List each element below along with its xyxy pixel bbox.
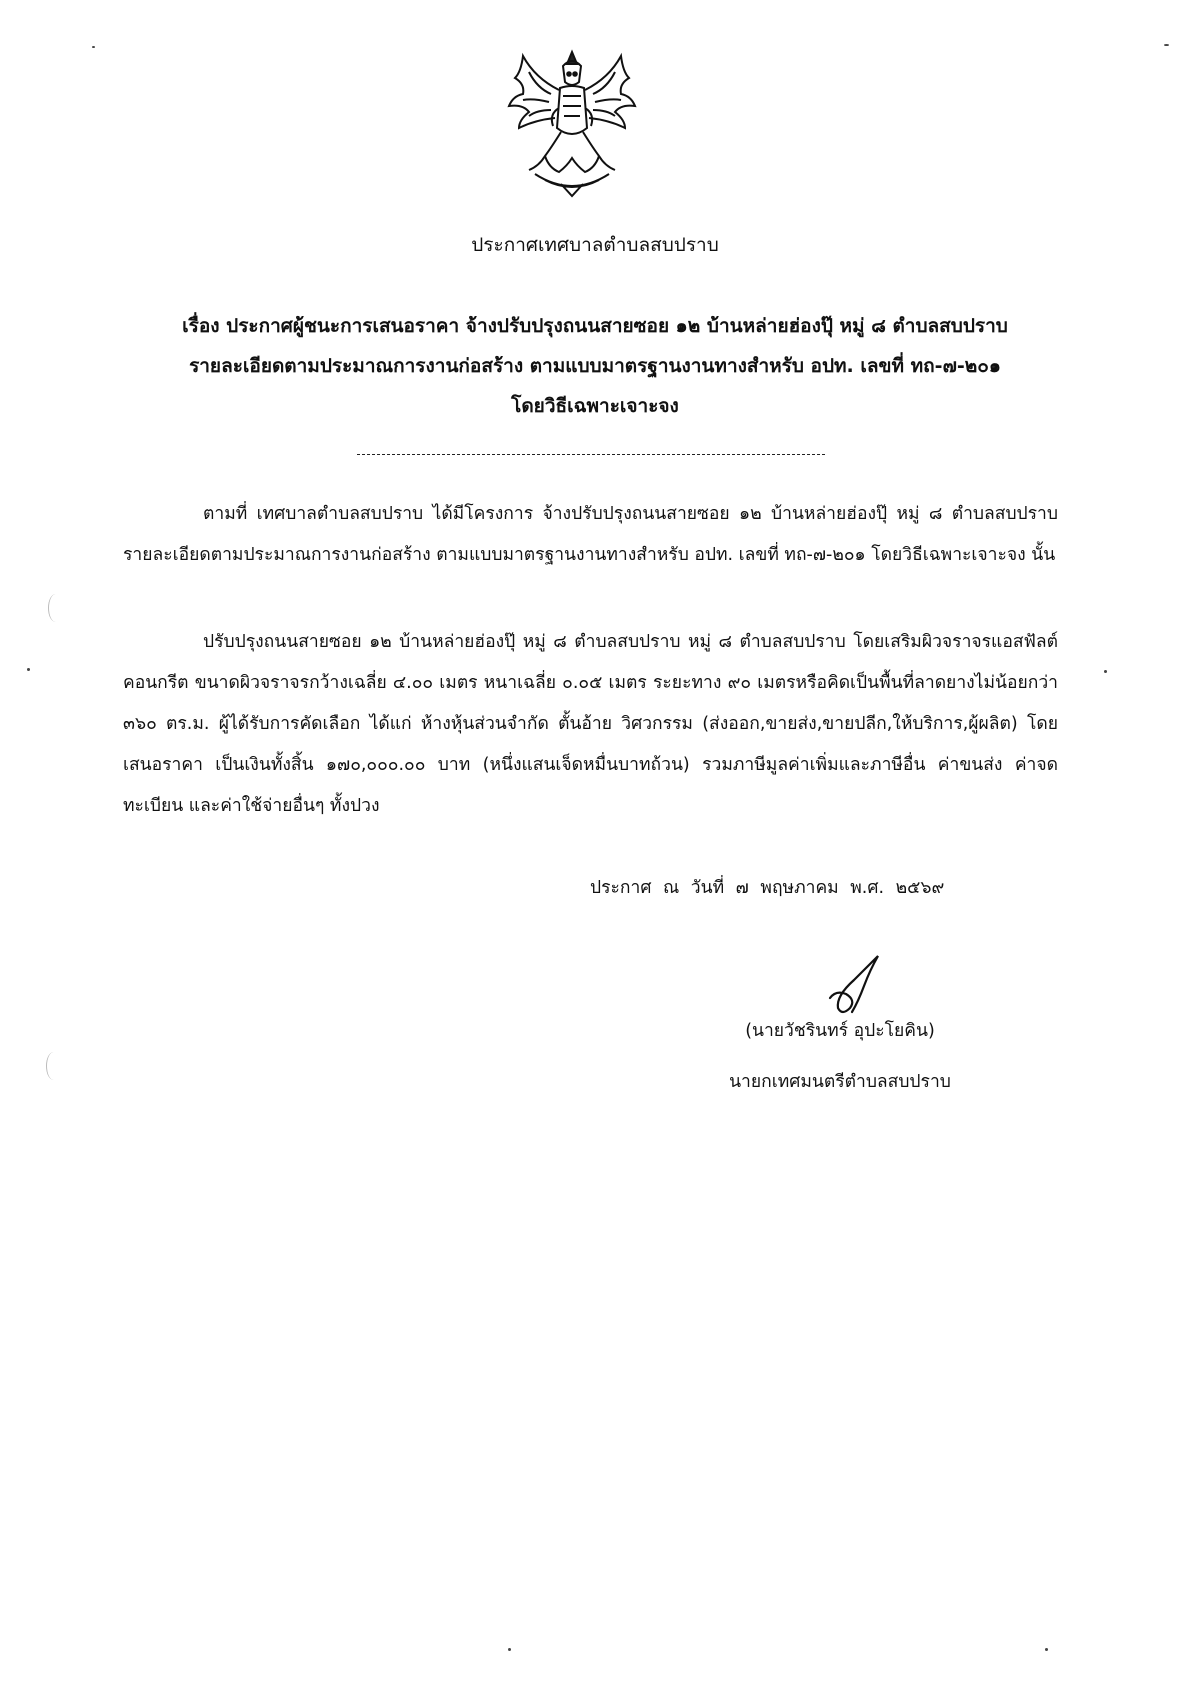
separator-line [357, 454, 825, 455]
scan-speck [1164, 44, 1169, 46]
body-paragraph-2 [123, 622, 1058, 827]
punch-hole-mark [48, 594, 63, 622]
paragraph-2-text: ปรับปรุงถนนสายซอย ๑๒ บ้านหล่ายฮ่องปุ๊ หมู่ ๘ ตำบลสบปราบ หมู่ ๘ ตำบลสบปราบ โดยเสริมผิวจราจรแอสฟัลต์คอนกรีต ขนาดผิวจราจรกว้างเฉลี่ย ๔.๐๐ เมตร หนาเฉลี่ย ๐.๐๕ เมตร ระยะทาง ๙๐ เมตรหรือคิดเป็นพื้นที่ลาดยางไม่น้อยกว่า ๓๖๐ ตร.ม. ผู้ได้รับการคัดเลือก ได้แก่ ห้างหุ้นส่วนจำกัด ตั้นอ้าย วิศวกรรม (ส่งออก,ขายส่ง,ขายปลีก,ให้บริการ,ผู้ผลิต) โดยเสนอราคา เป็นเงินทั้งสิ้น ๑๗๐,๐๐๐.๐๐ บาท (หนึ่งแสนเจ็ดหมื่นบาทถ้วน) รวมภาษีมูลค่าเพิ่มและภาษีอื่น ค่าขนส่ง ค่าจดทะเบียน และค่าใช้จ่ายอื่นๆ ทั้งปวง [123, 632, 1058, 816]
announcement-title: ประกาศเทศบาลตำบลสบปราบ [471, 234, 719, 256]
punch-hole-mark [46, 1052, 61, 1080]
scan-speck [1104, 670, 1107, 673]
scan-speck [1045, 1648, 1048, 1651]
handwritten-signature [818, 950, 908, 1020]
body-paragraph-1 [123, 494, 1058, 576]
signer-position: นายกเทศมนตรีตำบลสบปราบ [729, 1072, 951, 1092]
announcement-date: ประกาศ ณ วันที่ ๗ พฤษภาคม พ.ศ. ๒๕๖๙ [590, 878, 945, 898]
signer-name: (นายวัชรินทร์ อุปะโยคิน) [745, 1021, 935, 1041]
subject-line-2: รายละเอียดตามประมาณการงานก่อสร้าง ตามแบบมาตรฐานงานทางสำหรับ อปท. เลขที่ ทถ-๗-๒๐๑ [189, 355, 1001, 377]
paragraph-1-text: ตามที่ เทศบาลตำบลสบปราบ ได้มีโครงการ จ้างปรับปรุงถนนสายซอย ๑๒ บ้านหล่ายฮ่องปุ๊ หมู่ ๘ ตำบลสบปราบ รายละเอียดตามประมาณการงานก่อสร้าง ตามแบบมาตรฐานงานทางสำหรับ อปท. เลขที่ ทถ-๗-๒๐๑ โดยวิธีเฉพาะเจาะจง นั้น [123, 504, 1058, 565]
subject-line-1: เรื่อง ประกาศผู้ชนะการเสนอราคา จ้างปรับปรุงถนนสายซอย ๑๒ บ้านหล่ายฮ่องปุ๊ หมู่ ๘ ตำบลสบปราบ [182, 315, 1008, 337]
subject-line-3: โดยวิธีเฉพาะเจาะจง [511, 395, 679, 417]
scan-speck [92, 46, 95, 48]
garuda-emblem-icon [505, 48, 640, 198]
subject-block [60, 306, 1130, 426]
scan-speck [508, 1648, 511, 1651]
scan-speck [27, 668, 30, 671]
